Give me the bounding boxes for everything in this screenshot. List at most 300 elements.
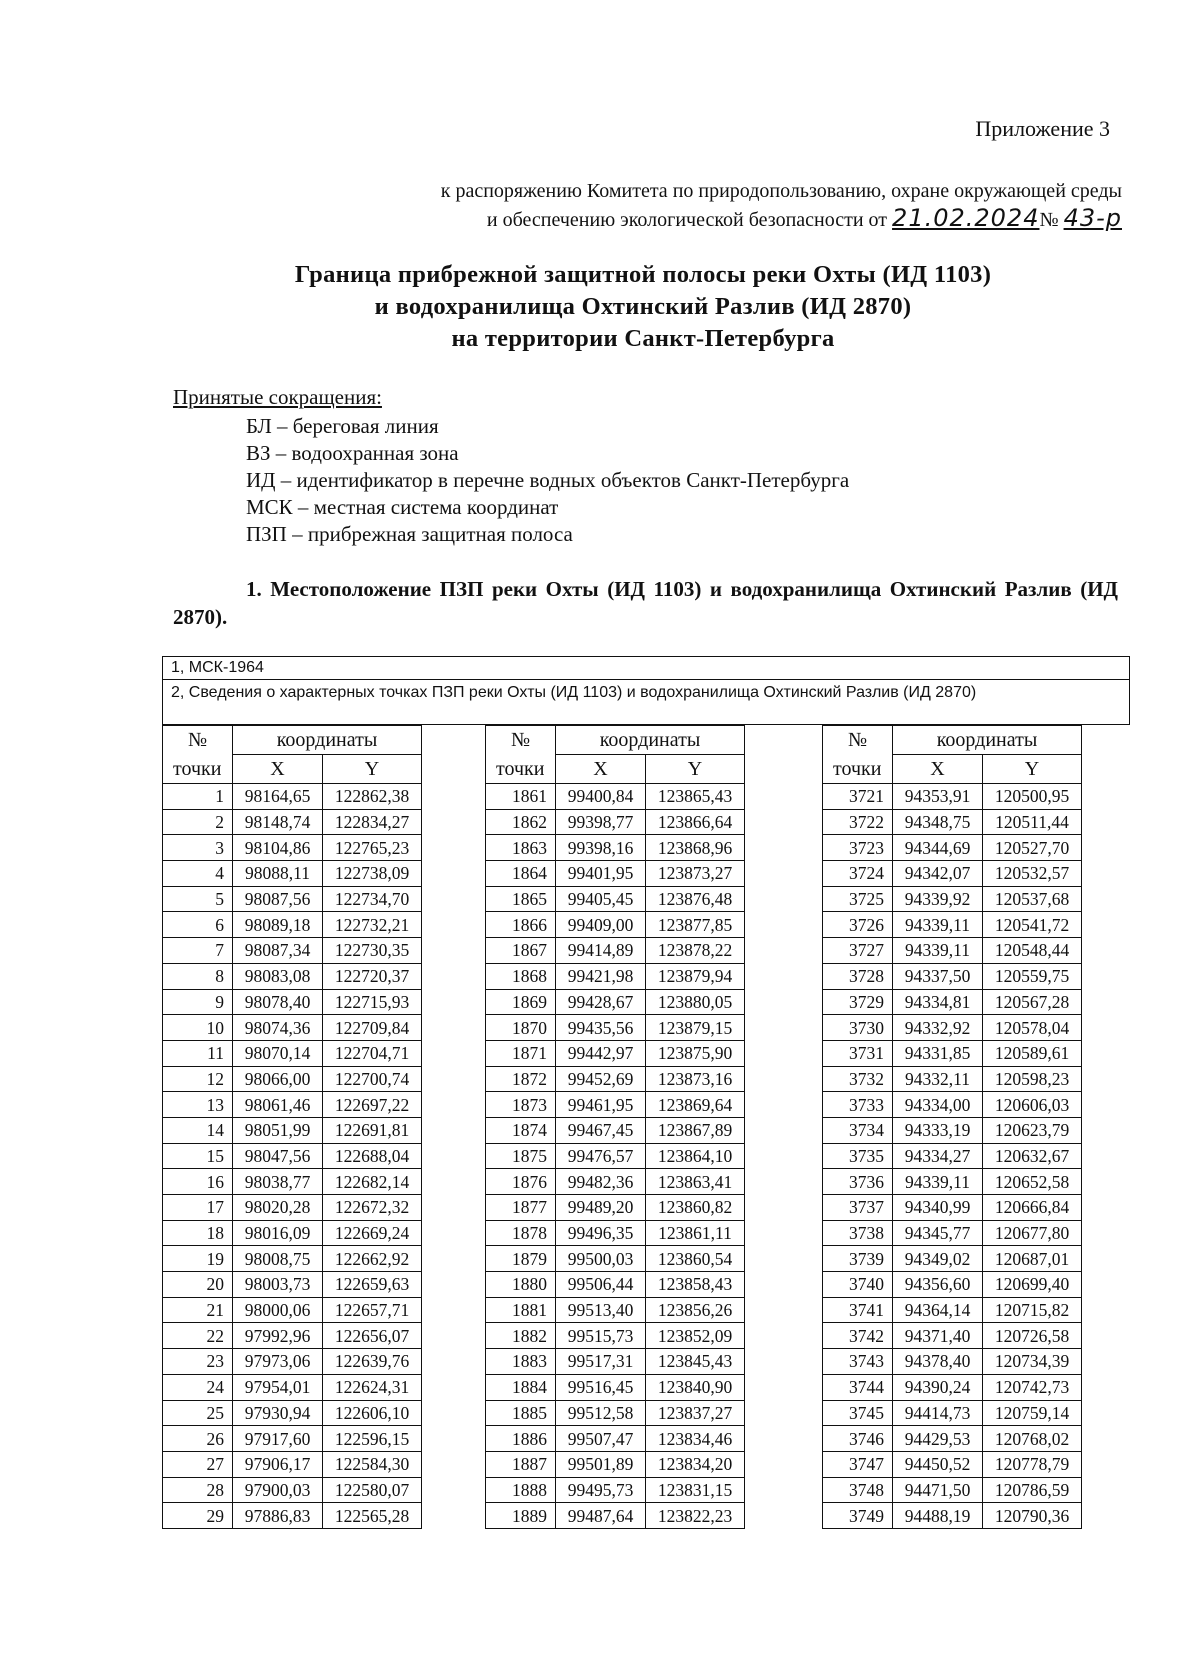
table-row (163, 1092, 422, 1118)
point-number: 1886 (486, 1426, 556, 1452)
coordinate-x: 94334,81 (893, 989, 983, 1015)
point-number: 1878 (486, 1220, 556, 1246)
coordinate-x: 94339,11 (893, 1169, 983, 1195)
point-number: 1881 (486, 1297, 556, 1323)
coordinate-x: 98089,18 (233, 912, 323, 938)
coordinate-x: 98074,36 (233, 1015, 323, 1041)
coordinate-x: 99467,45 (556, 1117, 646, 1143)
table-row (486, 1400, 745, 1426)
coordinate-x: 99496,35 (556, 1220, 646, 1246)
title-line-1: Граница прибрежной защитной полосы реки Охты (ИД 1103) (294, 261, 992, 288)
coordinate-y: 120666,84 (983, 1195, 1082, 1221)
coordinate-y: 122709,84 (323, 1015, 422, 1041)
coordinate-x: 99428,67 (556, 989, 646, 1015)
point-number: 3747 (823, 1451, 893, 1477)
coordinate-y: 120699,40 (983, 1272, 1082, 1298)
point-number: 29 (163, 1503, 233, 1529)
coordinate-y: 123852,09 (646, 1323, 745, 1349)
coordinate-y: 123856,26 (646, 1297, 745, 1323)
table-row (823, 1272, 1082, 1298)
point-number: 3728 (823, 963, 893, 989)
coordinate-y: 120632,67 (983, 1143, 1082, 1169)
coordinate-x: 94339,92 (893, 886, 983, 912)
table-row (823, 1015, 1082, 1041)
decree-reference (222, 178, 1122, 234)
number-sign: № (1039, 209, 1059, 231)
coordinate-y: 120598,23 (983, 1066, 1082, 1092)
point-number: 1875 (486, 1143, 556, 1169)
point-number: 3736 (823, 1169, 893, 1195)
coordinate-y: 120541,72 (983, 912, 1082, 938)
table-row (163, 1503, 422, 1529)
coordinate-y: 120677,80 (983, 1220, 1082, 1246)
point-number: 3748 (823, 1477, 893, 1503)
coordinate-y: 123879,15 (646, 1015, 745, 1041)
coordinate-x: 94331,85 (893, 1040, 983, 1066)
coordinate-y: 120527,70 (983, 835, 1082, 861)
column-header-number: № (823, 726, 893, 755)
point-number: 3746 (823, 1426, 893, 1452)
coordinate-y: 123877,85 (646, 912, 745, 938)
point-number: 23 (163, 1349, 233, 1375)
coordinate-y: 122704,71 (323, 1040, 422, 1066)
table-row (823, 784, 1082, 810)
coordinate-y: 123831,15 (646, 1477, 745, 1503)
table-row (486, 912, 745, 938)
coordinate-x: 94334,27 (893, 1143, 983, 1169)
table-row (163, 1426, 422, 1452)
table-row (163, 1400, 422, 1426)
coordinate-y: 120589,61 (983, 1040, 1082, 1066)
point-number: 19 (163, 1246, 233, 1272)
table-row (163, 886, 422, 912)
point-number: 1868 (486, 963, 556, 989)
point-number: 4 (163, 861, 233, 887)
coordinate-y: 123840,90 (646, 1374, 745, 1400)
table-row (823, 1451, 1082, 1477)
coordinate-x: 99400,84 (556, 784, 646, 810)
table-row (163, 1246, 422, 1272)
table-row (823, 1040, 1082, 1066)
coordinate-x: 97930,94 (233, 1400, 323, 1426)
column-header-point: точки (163, 755, 233, 784)
table-row (163, 1272, 422, 1298)
table-row (163, 1477, 422, 1503)
coordinate-x: 98078,40 (233, 989, 323, 1015)
abbreviation-item: БЛ – береговая линия (246, 414, 439, 438)
coordinate-y: 123860,82 (646, 1195, 745, 1221)
coordinate-y: 123868,96 (646, 835, 745, 861)
table-row (486, 1426, 745, 1452)
coordinate-y: 122656,07 (323, 1323, 422, 1349)
table-row (823, 1143, 1082, 1169)
coordinate-y: 122662,92 (323, 1246, 422, 1272)
coordinate-x: 99489,20 (556, 1195, 646, 1221)
coordinate-y: 122734,70 (323, 886, 422, 912)
coordinate-y: 122697,22 (323, 1092, 422, 1118)
coordinate-y: 122669,24 (323, 1220, 422, 1246)
header-row (486, 726, 745, 755)
point-number: 1869 (486, 989, 556, 1015)
table-row (823, 809, 1082, 835)
coordinate-y: 122730,35 (323, 938, 422, 964)
table-row (823, 1323, 1082, 1349)
point-number: 3727 (823, 938, 893, 964)
table-row (823, 1297, 1082, 1323)
coordinate-y: 120548,44 (983, 938, 1082, 964)
coordinate-y: 120790,36 (983, 1503, 1082, 1529)
coordinate-x: 98087,56 (233, 886, 323, 912)
coordinate-y: 120687,01 (983, 1246, 1082, 1272)
coordinate-x: 94488,19 (893, 1503, 983, 1529)
table-caption (162, 656, 1130, 725)
coordinate-y: 122700,74 (323, 1066, 422, 1092)
coordinate-y: 123880,05 (646, 989, 745, 1015)
coordinate-x: 99482,36 (556, 1169, 646, 1195)
table-row (163, 1066, 422, 1092)
coordinate-x: 94342,07 (893, 861, 983, 887)
coordinate-y: 122682,14 (323, 1169, 422, 1195)
table-row (486, 1143, 745, 1169)
point-number: 1867 (486, 938, 556, 964)
decree-line-2-text: и обеспечению экологической безопасности от (486, 209, 888, 231)
table-row (486, 963, 745, 989)
point-number: 3743 (823, 1349, 893, 1375)
point-number: 1882 (486, 1323, 556, 1349)
table-row (163, 1015, 422, 1041)
table-row (163, 1220, 422, 1246)
coordinate-y: 120759,14 (983, 1400, 1082, 1426)
coordinate-y: 123845,43 (646, 1349, 745, 1375)
point-number: 1885 (486, 1400, 556, 1426)
table-row (823, 1400, 1082, 1426)
coordinate-y: 122580,07 (323, 1477, 422, 1503)
column-header-x: X (893, 755, 983, 784)
coordinate-y: 123822,23 (646, 1503, 745, 1529)
abbreviation-item: ПЗП – прибрежная защитная полоса (246, 522, 573, 546)
coordinate-y: 123873,27 (646, 861, 745, 887)
point-number: 24 (163, 1374, 233, 1400)
point-number: 1864 (486, 861, 556, 887)
point-number: 1861 (486, 784, 556, 810)
coordinate-y: 120768,02 (983, 1426, 1082, 1452)
coordinate-x: 99487,64 (556, 1503, 646, 1529)
point-number: 3735 (823, 1143, 893, 1169)
point-number: 1874 (486, 1117, 556, 1143)
column-header-y: Y (983, 755, 1082, 784)
table-row (163, 1451, 422, 1477)
coordinate-x: 98008,75 (233, 1246, 323, 1272)
point-number: 21 (163, 1297, 233, 1323)
column-header-y: Y (323, 755, 422, 784)
point-number: 3733 (823, 1092, 893, 1118)
point-number: 3744 (823, 1374, 893, 1400)
point-number: 1879 (486, 1246, 556, 1272)
table-row (486, 809, 745, 835)
table-row (163, 1349, 422, 1375)
coordinate-x: 99517,31 (556, 1349, 646, 1375)
table-row (486, 1220, 745, 1246)
coordinate-x: 99414,89 (556, 938, 646, 964)
coordinate-y: 123834,20 (646, 1451, 745, 1477)
section-1-heading: 1. Местоположение ПЗП реки Охты (ИД 1103) и водохранилища Охтинский Разлив (ИД 2870). (173, 577, 1118, 629)
point-number: 3731 (823, 1040, 893, 1066)
table-row (486, 1066, 745, 1092)
column-header-point: точки (486, 755, 556, 784)
coordinate-x: 97973,06 (233, 1349, 323, 1375)
table-row (486, 1195, 745, 1221)
coordinate-y: 122584,30 (323, 1451, 422, 1477)
point-number: 26 (163, 1426, 233, 1452)
coordinate-x: 94378,40 (893, 1349, 983, 1375)
point-number: 18 (163, 1220, 233, 1246)
table-row (823, 1426, 1082, 1452)
point-number: 9 (163, 989, 233, 1015)
point-number: 3738 (823, 1220, 893, 1246)
coordinate-x: 94332,11 (893, 1066, 983, 1092)
header-row (163, 755, 422, 784)
table-row (486, 1323, 745, 1349)
table-row (823, 886, 1082, 912)
coordinate-x: 98000,06 (233, 1297, 323, 1323)
coordinate-y: 122765,23 (323, 835, 422, 861)
point-number: 3722 (823, 809, 893, 835)
abbreviation-item: МСК – местная система координат (246, 495, 559, 519)
point-number: 1873 (486, 1092, 556, 1118)
table-row (486, 989, 745, 1015)
header-row (486, 755, 745, 784)
table-row (823, 1092, 1082, 1118)
coords-table-block-2 (485, 725, 745, 1529)
coordinate-y: 123867,89 (646, 1117, 745, 1143)
coordinate-x: 94356,60 (893, 1272, 983, 1298)
coordinate-y: 123861,11 (646, 1220, 745, 1246)
coordinate-x: 98083,08 (233, 963, 323, 989)
table-row (823, 989, 1082, 1015)
coordinate-x: 98051,99 (233, 1117, 323, 1143)
coordinate-x: 94332,92 (893, 1015, 983, 1041)
point-number: 10 (163, 1015, 233, 1041)
decree-line-1: к распоряжению Комитета по природопользованию, охране окружающей среды (440, 180, 1122, 202)
coordinate-x: 99421,98 (556, 963, 646, 989)
coordinate-x: 94450,52 (893, 1451, 983, 1477)
coordinate-y: 122565,28 (323, 1503, 422, 1529)
coordinate-x: 98020,28 (233, 1195, 323, 1221)
coordinate-y: 120606,03 (983, 1092, 1082, 1118)
coordinate-y: 123863,41 (646, 1169, 745, 1195)
point-number: 7 (163, 938, 233, 964)
coordinate-y: 122639,76 (323, 1349, 422, 1375)
point-number: 1884 (486, 1374, 556, 1400)
decree-number-handwritten: 43-р (1063, 204, 1122, 232)
coordinate-y: 123876,48 (646, 886, 745, 912)
coordinate-x: 94339,11 (893, 938, 983, 964)
coordinate-x: 94364,14 (893, 1297, 983, 1323)
coordinate-y: 123866,64 (646, 809, 745, 835)
point-number: 1888 (486, 1477, 556, 1503)
table-row (163, 1195, 422, 1221)
table-row (486, 1374, 745, 1400)
coordinate-x: 99476,57 (556, 1143, 646, 1169)
point-number: 13 (163, 1092, 233, 1118)
coordinate-y: 120532,57 (983, 861, 1082, 887)
point-number: 1871 (486, 1040, 556, 1066)
coordinate-x: 97917,60 (233, 1426, 323, 1452)
abbreviations-heading: Принятые сокращения: (173, 385, 382, 409)
column-header-number: № (163, 726, 233, 755)
coordinate-y: 120734,39 (983, 1349, 1082, 1375)
table-row (823, 1117, 1082, 1143)
point-number: 3732 (823, 1066, 893, 1092)
table-row (823, 1246, 1082, 1272)
table-row (486, 1477, 745, 1503)
coordinate-x: 98088,11 (233, 861, 323, 887)
table-row (823, 1220, 1082, 1246)
coordinate-x: 98066,00 (233, 1066, 323, 1092)
coordinate-y: 122624,31 (323, 1374, 422, 1400)
table-row (486, 1092, 745, 1118)
coordinate-y: 122688,04 (323, 1143, 422, 1169)
point-number: 14 (163, 1117, 233, 1143)
coordinate-x: 99398,77 (556, 809, 646, 835)
decree-line-2 (222, 205, 1122, 234)
coordinate-y: 120778,79 (983, 1451, 1082, 1477)
table-row (823, 1503, 1082, 1529)
table-row (486, 1169, 745, 1195)
coordinate-x: 98148,74 (233, 809, 323, 835)
table-row (486, 886, 745, 912)
coordinate-x: 97954,01 (233, 1374, 323, 1400)
table-row (823, 912, 1082, 938)
table-row (486, 938, 745, 964)
coordinate-x: 98047,56 (233, 1143, 323, 1169)
point-number: 5 (163, 886, 233, 912)
point-number: 3737 (823, 1195, 893, 1221)
point-number: 16 (163, 1169, 233, 1195)
point-number: 1880 (486, 1272, 556, 1298)
coordinate-x: 98164,65 (233, 784, 323, 810)
coordinate-x: 94339,11 (893, 912, 983, 938)
coordinate-y: 123865,43 (646, 784, 745, 810)
table-row (486, 1503, 745, 1529)
point-number: 3739 (823, 1246, 893, 1272)
point-number: 1889 (486, 1503, 556, 1529)
coordinate-y: 123864,10 (646, 1143, 745, 1169)
coordinate-y: 120511,44 (983, 809, 1082, 835)
coordinate-x: 98104,86 (233, 835, 323, 861)
table-row (823, 835, 1082, 861)
coordinate-y: 120559,75 (983, 963, 1082, 989)
point-number: 1866 (486, 912, 556, 938)
column-header-x: X (556, 755, 646, 784)
table-row (163, 1323, 422, 1349)
coordinate-y: 123869,64 (646, 1092, 745, 1118)
coordinate-x: 97900,03 (233, 1477, 323, 1503)
coordinate-y: 122691,81 (323, 1117, 422, 1143)
coordinate-y: 120500,95 (983, 784, 1082, 810)
point-number: 3740 (823, 1272, 893, 1298)
coordinate-x: 99506,44 (556, 1272, 646, 1298)
table-row (163, 809, 422, 835)
coordinate-x: 94337,50 (893, 963, 983, 989)
coordinate-y: 120715,82 (983, 1297, 1082, 1323)
table-row (163, 1297, 422, 1323)
coordinate-y: 123879,94 (646, 963, 745, 989)
header-row (163, 726, 422, 755)
point-number: 3724 (823, 861, 893, 887)
point-number: 1877 (486, 1195, 556, 1221)
table-row (163, 1143, 422, 1169)
decree-date-handwritten: 21.02.2024 (892, 204, 1040, 232)
coordinate-x: 94429,53 (893, 1426, 983, 1452)
header-row (823, 755, 1082, 784)
coordinate-x: 99405,45 (556, 886, 646, 912)
coordinate-y: 120786,59 (983, 1477, 1082, 1503)
table-row (486, 1349, 745, 1375)
coordinate-y: 123875,90 (646, 1040, 745, 1066)
coordinate-x: 98003,73 (233, 1272, 323, 1298)
coordinate-x: 99500,03 (556, 1246, 646, 1272)
coordinate-y: 122657,71 (323, 1297, 422, 1323)
table-row (486, 784, 745, 810)
coordinate-x: 99442,97 (556, 1040, 646, 1066)
table-row (486, 1246, 745, 1272)
annex-label: Приложение 3 (975, 116, 1110, 141)
coordinate-x: 94344,69 (893, 835, 983, 861)
coordinate-x: 98038,77 (233, 1169, 323, 1195)
coordinate-y: 123873,16 (646, 1066, 745, 1092)
point-number: 11 (163, 1040, 233, 1066)
table-row (163, 989, 422, 1015)
coordinate-x: 94340,99 (893, 1195, 983, 1221)
table-row (163, 835, 422, 861)
point-number: 12 (163, 1066, 233, 1092)
coordinate-y: 122738,09 (323, 861, 422, 887)
coordinate-x: 94371,40 (893, 1323, 983, 1349)
coordinate-x: 97992,96 (233, 1323, 323, 1349)
table-row (486, 835, 745, 861)
table-row (823, 861, 1082, 887)
table-row (823, 963, 1082, 989)
coordinate-x: 99507,47 (556, 1426, 646, 1452)
coordinate-y: 122606,10 (323, 1400, 422, 1426)
point-number: 15 (163, 1143, 233, 1169)
point-number: 8 (163, 963, 233, 989)
coordinate-x: 98016,09 (233, 1220, 323, 1246)
table-row (486, 861, 745, 887)
table-row (163, 938, 422, 964)
abbreviations-list (246, 413, 849, 548)
table-row (163, 1040, 422, 1066)
table-row (823, 1477, 1082, 1503)
table-row (823, 1066, 1082, 1092)
point-number: 3725 (823, 886, 893, 912)
coordinate-x: 99513,40 (556, 1297, 646, 1323)
table-row (163, 784, 422, 810)
table-row (823, 1195, 1082, 1221)
table-row (486, 1272, 745, 1298)
coordinate-x: 98087,34 (233, 938, 323, 964)
point-number: 3742 (823, 1323, 893, 1349)
coordinate-x: 99516,45 (556, 1374, 646, 1400)
table-row (823, 938, 1082, 964)
point-number: 3749 (823, 1503, 893, 1529)
column-header-coordinates: координаты (233, 726, 422, 755)
coordinate-y: 120567,28 (983, 989, 1082, 1015)
table-row (163, 912, 422, 938)
coordinate-x: 94334,00 (893, 1092, 983, 1118)
coordinate-x: 94414,73 (893, 1400, 983, 1426)
